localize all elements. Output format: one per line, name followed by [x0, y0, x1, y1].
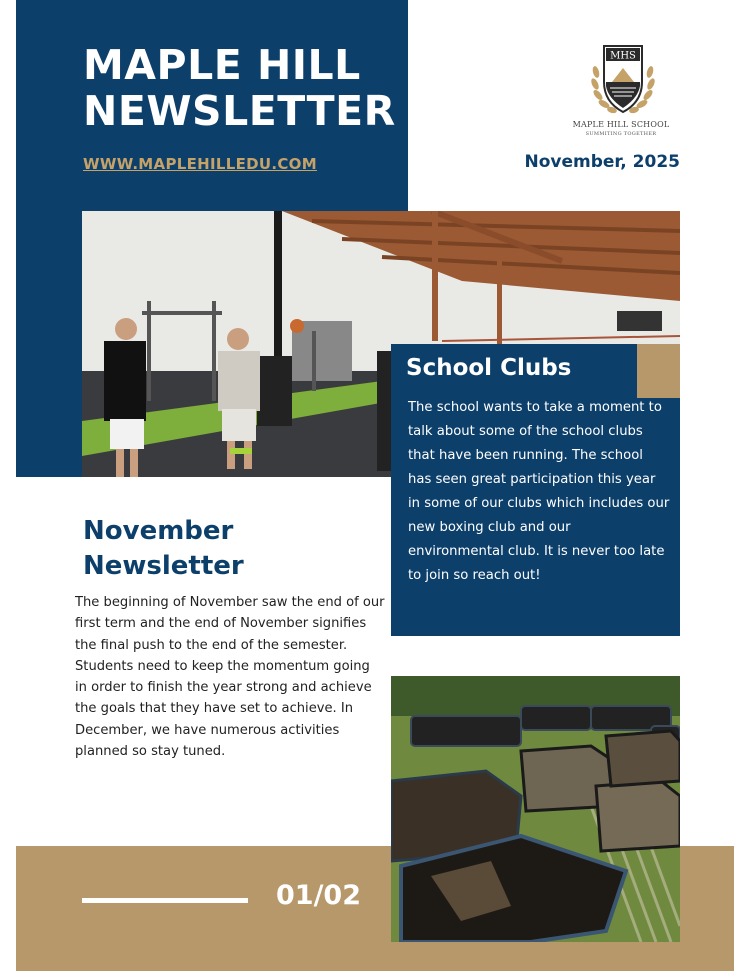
nov-title-line-2: Newsletter [83, 551, 244, 581]
newsletter-title [83, 42, 396, 134]
page-number: 01/02 [276, 880, 362, 911]
crest-monogram: MHS [610, 50, 636, 62]
november-newsletter-body: The beginning of November saw the end of our first term and the end of November signifies the final push to the end of the semester. Students need to keep the momentum going in order to finish the year strong and achieve the goals that they have set to achieve. In December, we have numerous activities planned so stay tuned. [75, 595, 385, 760]
title-line-2: NEWSLETTER [83, 87, 396, 135]
title-line-1: MAPLE HILL [83, 41, 361, 89]
issue-date: November, 2025 [524, 152, 680, 172]
school-name: MAPLE HILL SCHOOL [572, 120, 670, 129]
november-newsletter-title [83, 514, 244, 584]
school-tagline: SUMMITING TOGETHER [585, 131, 657, 137]
school-clubs-title: School Clubs [406, 355, 572, 381]
environmental-club-photo [391, 676, 680, 942]
accent-square [637, 344, 680, 398]
school-clubs-body: The school wants to take a moment to talk about some of the school clubs that have been running. The school has seen great participation this year in some of our clubs which includes our new boxing club and our environmental club. It is never too late to join so reach out! [408, 400, 670, 583]
nov-title-line-1: November [83, 516, 234, 546]
website-link[interactable]: WWW.MAPLEHILLEDU.COM [83, 155, 317, 173]
footer-divider [82, 898, 248, 903]
